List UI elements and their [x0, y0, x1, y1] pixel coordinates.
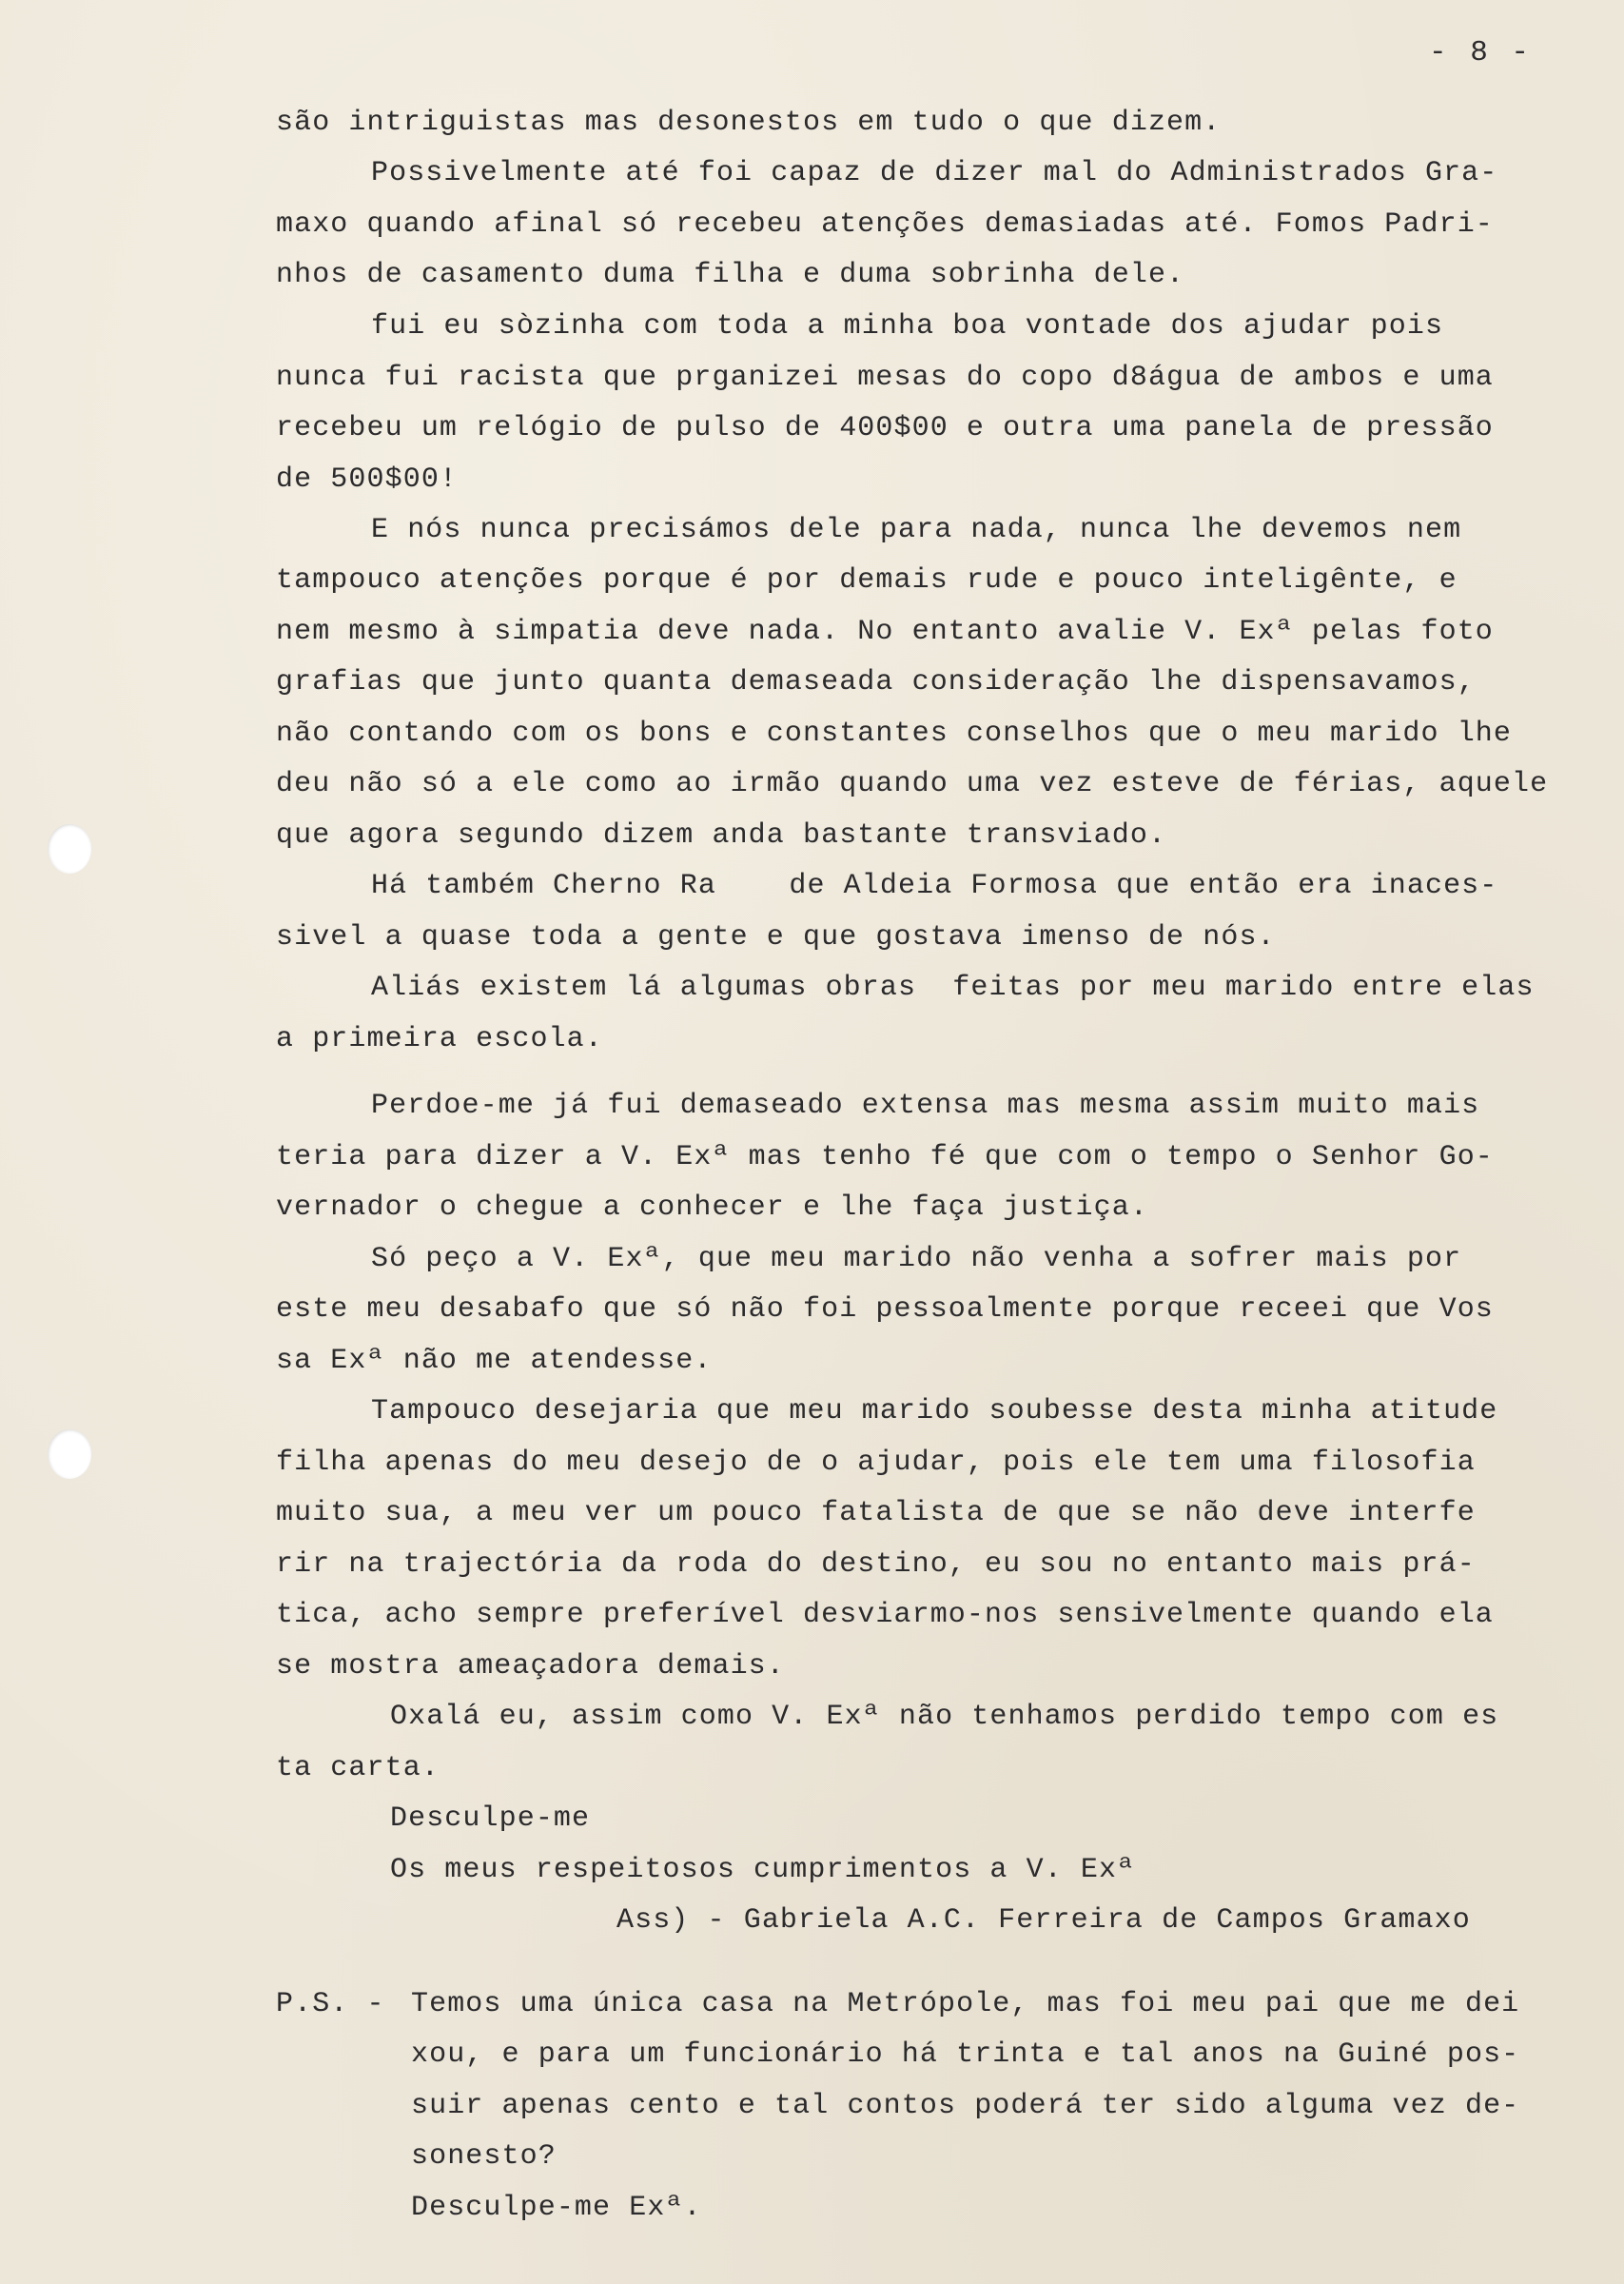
body-line: não contando com os bons e constantes conselhos que o meu marido lhe [276, 718, 1512, 750]
body-line: a primeira escola. [276, 1023, 603, 1055]
body-line: grafias que junto quanta demaseada consideração lhe dispensavamos, [276, 666, 1476, 699]
body-line: nem mesmo à simpatia deve nada. No entanto avalie V. Exª pelas foto [276, 616, 1494, 648]
body-line: maxo quando afinal só recebeu atenções demasiadas até. Fomos Padri- [276, 208, 1494, 241]
punch-hole [48, 1429, 91, 1479]
postscript-line: xou, e para um funcionário há trinta e tal anos na Guiné pos- [411, 2038, 1520, 2071]
body-line: são intriguistas mas desonestos em tudo o que dizem. [276, 107, 1222, 139]
body-line: vernador o chegue a conhecer e lhe faça justiça. [276, 1191, 1148, 1224]
body-line: sivel a quase toda a gente e que gostava imenso de nós. [276, 921, 1276, 954]
body-line: tampouco atenções porque é por demais rude e pouco inteligênte, e [276, 564, 1458, 597]
body-line: sa Exª não me atendesse. [276, 1345, 713, 1377]
body-line: nunca fui racista que prganizei mesas do copo d8água de ambos e uma [276, 362, 1494, 394]
body-line: tica, acho sempre preferível desviarmo-nos sensivelmente quando ela [276, 1599, 1494, 1631]
postscript-label: P.S. - [276, 1988, 385, 2020]
body-line: rir na trajectória da roda do destino, eu sou no entanto mais prá- [276, 1548, 1476, 1581]
body-line: Aliás existem lá algumas obras feitas por meu marido entre elas [371, 972, 1535, 1004]
body-line: ta carta. [276, 1752, 440, 1784]
body-line: muito sua, a meu ver um pouco fatalista de que se não deve interfe [276, 1497, 1476, 1529]
postscript-line: sonesto? [411, 2140, 557, 2173]
body-line: Só peço a V. Exª, que meu marido não venha a sofrer mais por [371, 1243, 1462, 1275]
body-line: Há também Cherno Ra de Aldeia Formosa que então era inaces- [371, 870, 1498, 902]
closing-apology: Desculpe-me [390, 1802, 591, 1835]
body-line: se mostra ameaçadora demais. [276, 1650, 785, 1683]
body-line: que agora segundo dizem anda bastante transviado. [276, 819, 1167, 852]
body-line: deu não só a ele como ao irmão quando uma vez esteve de férias, aquele [276, 768, 1549, 800]
body-line: Perdoe-me já fui demaseado extensa mas mesma assim muito mais [371, 1090, 1480, 1122]
body-line: filha apenas do meu desejo de o ajudar, pois ele tem uma filosofia [276, 1447, 1476, 1479]
body-line: recebeu um relógio de pulso de 400$00 e outra uma panela de pressão [276, 412, 1494, 444]
postscript-line: suir apenas cento e tal contos poderá ter sido alguma vez de- [411, 2090, 1520, 2122]
body-line: teria para dizer a V. Exª mas tenho fé que com o tempo o Senhor Go- [276, 1141, 1494, 1173]
page-number: - 8 - [1429, 36, 1533, 69]
body-line: este meu desabafo que só não foi pessoalmente porque receei que Vos [276, 1293, 1494, 1326]
postscript-line: Temos uma única casa na Metrópole, mas foi meu pai que me dei [411, 1988, 1520, 2020]
body-line: fui eu sòzinha com toda a minha boa vontade dos ajudar pois [371, 310, 1444, 343]
body-line: Possivelmente até foi capaz de dizer mal do Administrados Gra- [371, 157, 1498, 189]
signature-line: Ass) - Gabriela A.C. Ferreira de Campos Gramaxo [616, 1904, 1471, 1937]
punch-hole [48, 824, 91, 874]
body-line: de 500$00! [276, 463, 459, 496]
body-line: E nós nunca precisámos dele para nada, nunca lhe devemos nem [371, 514, 1462, 546]
postscript-line: Desculpe-me Exª. [411, 2192, 702, 2224]
body-line: Tampouco desejaria que meu marido soubesse desta minha atitude [371, 1395, 1498, 1428]
closing-regards: Os meus respeitosos cumprimentos a V. Exª [390, 1854, 1136, 1886]
body-line: nhos de casamento duma filha e duma sobrinha dele. [276, 259, 1185, 291]
body-line: Oxalá eu, assim como V. Exª não tenhamos perdido tempo com es [390, 1701, 1499, 1733]
